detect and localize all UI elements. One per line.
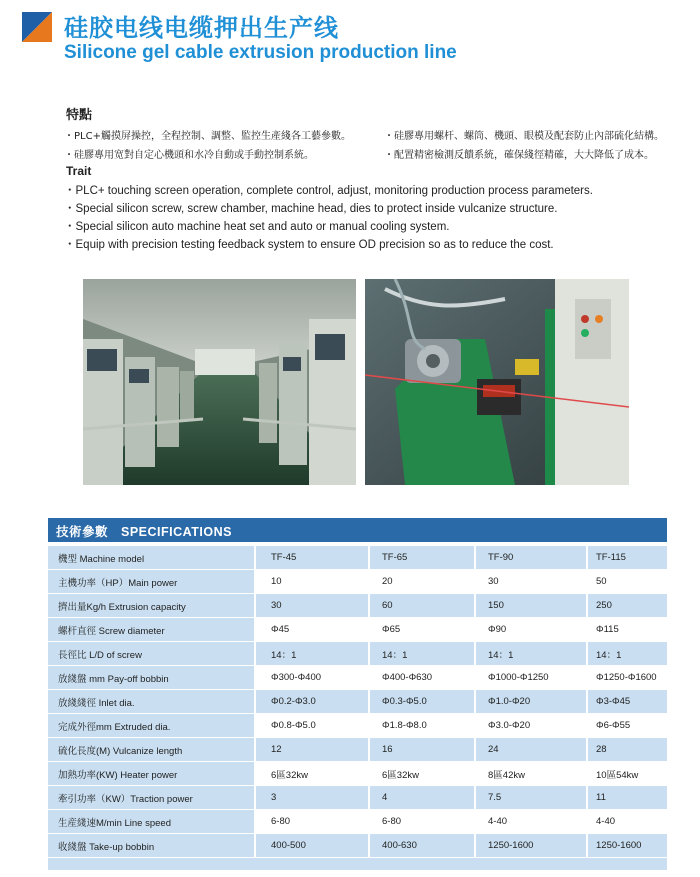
spec-value: 50 <box>588 570 667 594</box>
spec-label: 加熱功率(KW) Heater power <box>48 762 256 786</box>
table-row <box>48 570 667 594</box>
features-heading: 特點 <box>66 108 93 123</box>
spec-value: 8區42kw <box>476 762 588 786</box>
table-row <box>48 786 667 810</box>
spec-value: Φ400-Φ630 <box>370 666 476 690</box>
spec-value: 6-80 <box>256 810 370 834</box>
table-row <box>48 738 667 762</box>
spec-value: Φ90 <box>476 618 588 642</box>
table-row <box>48 810 667 834</box>
spec-value: 400-500 <box>256 834 370 858</box>
spec-value: Φ1000-Φ1250 <box>476 666 588 690</box>
spec-value: 14：1 <box>476 642 588 666</box>
spec-value: 1250-1600 <box>476 834 588 858</box>
table-row <box>48 714 667 738</box>
feature-cn-item: ・硅膠專用宽對自定心機頭和水冷自動或手動控制系統。 <box>64 150 314 161</box>
feature-cn-item: ・PLC+觸摸屏操控，全程控制、調整、監控生產綫各工藝參數。 <box>64 131 351 142</box>
spec-value: 30 <box>256 594 370 618</box>
spec-value: Φ45 <box>256 618 370 642</box>
specifications-table <box>48 546 667 858</box>
spec-label: 硫化長度(M) Vulcanize length <box>48 738 256 762</box>
feature-cn-item: ・配置精密檢測反饋系統，確保綫徑精確，大大降低了成本。 <box>384 150 654 161</box>
factory-line-photo <box>83 279 356 485</box>
spec-value: Φ0.8-Φ5.0 <box>256 714 370 738</box>
spec-value: 1250-1600 <box>588 834 667 858</box>
spec-value: 7.5 <box>476 786 588 810</box>
spec-label: 螺杆直徑 Screw diameter <box>48 618 256 642</box>
trait-item: ・PLC+ touching screen operation, complete control, adjust, monitoring production process parameters. <box>64 185 593 197</box>
spec-value: 4 <box>370 786 476 810</box>
spec-value: Φ0.2-Φ3.0 <box>256 690 370 714</box>
spec-value: 6區32kw <box>370 762 476 786</box>
spec-value: 14：1 <box>256 642 370 666</box>
spec-value: 150 <box>476 594 588 618</box>
table-row <box>48 666 667 690</box>
specifications-header <box>48 518 667 542</box>
trait-item: ・Equip with precision testing feedback system to ensure OD precision so as to reduce the cost. <box>64 239 554 251</box>
spec-value: 20 <box>370 570 476 594</box>
spec-value: 11 <box>588 786 667 810</box>
spec-value: 250 <box>588 594 667 618</box>
logo-icon <box>22 12 52 42</box>
spec-label: 擠出量Kg/h Extrusion capacity <box>48 594 256 618</box>
table-row <box>48 762 667 786</box>
trait-heading: Trait <box>66 164 92 178</box>
spec-value: TF-90 <box>476 546 588 570</box>
spec-value: 4-40 <box>588 810 667 834</box>
spec-value: 28 <box>588 738 667 762</box>
extruder-head-photo <box>365 279 629 485</box>
spec-value: TF-115 <box>588 546 667 570</box>
spec-value: 3 <box>256 786 370 810</box>
spec-label: 機型 Machine model <box>48 546 256 570</box>
spec-value: Φ0.3-Φ5.0 <box>370 690 476 714</box>
spec-value: Φ115 <box>588 618 667 642</box>
spec-label: 牽引功率（KW）Traction power <box>48 786 256 810</box>
spec-label: 完成外徑mm Extruded dia. <box>48 714 256 738</box>
feature-cn-item: ・硅膠專用螺杆、螺筒、機頭、眼模及配套防止內部硫化結構。 <box>384 131 664 142</box>
trait-item: ・Special silicon auto machine heat set and auto or manual cooling system. <box>64 221 450 233</box>
trait-item: ・Special silicon screw, screw chamber, machine head, dies to protect inside vulcanize structure. <box>64 203 558 215</box>
spec-value: Φ6-Φ55 <box>588 714 667 738</box>
spec-value: 6-80 <box>370 810 476 834</box>
spec-label: 收綫盤 Take-up bobbin <box>48 834 256 858</box>
spec-value: Φ1.8-Φ8.0 <box>370 714 476 738</box>
spec-value: 10區54kw <box>588 762 667 786</box>
spec-value: 24 <box>476 738 588 762</box>
specifications-title: 技術參數 SPECIFICATIONS <box>56 525 232 539</box>
spec-label: 長徑比 L/D of screw <box>48 642 256 666</box>
spec-value: TF-45 <box>256 546 370 570</box>
spec-value: 30 <box>476 570 588 594</box>
spec-value: 400-630 <box>370 834 476 858</box>
spec-value: Φ65 <box>370 618 476 642</box>
table-row <box>48 690 667 714</box>
page-title-cn: 硅胶电线电缆押出生产线 <box>64 14 339 42</box>
table-row <box>48 834 667 858</box>
spec-value: Φ1250-Φ1600 <box>588 666 667 690</box>
spec-value: 14：1 <box>370 642 476 666</box>
spec-value: 12 <box>256 738 370 762</box>
spec-value: 4-40 <box>476 810 588 834</box>
spec-label: 放綫盤 mm Pay-off bobbin <box>48 666 256 690</box>
spec-label: 放綫綫徑 Inlet dia. <box>48 690 256 714</box>
spec-value: Φ3.0-Φ20 <box>476 714 588 738</box>
spec-value: Φ3-Φ45 <box>588 690 667 714</box>
spec-value: 16 <box>370 738 476 762</box>
table-row <box>48 594 667 618</box>
spec-label: 生産綫速M/min Line speed <box>48 810 256 834</box>
table-row <box>48 546 667 570</box>
table-row <box>48 642 667 666</box>
table-footer-bar <box>48 858 667 870</box>
table-row <box>48 618 667 642</box>
spec-label: 主機功率（HP）Main power <box>48 570 256 594</box>
spec-value: Φ300-Φ400 <box>256 666 370 690</box>
spec-value: Φ1.0-Φ20 <box>476 690 588 714</box>
spec-value: 6區32kw <box>256 762 370 786</box>
page-title-en: Silicone gel cable extrusion production line <box>64 42 457 63</box>
spec-value: 10 <box>256 570 370 594</box>
spec-value: 14：1 <box>588 642 667 666</box>
spec-value: 60 <box>370 594 476 618</box>
spec-value: TF-65 <box>370 546 476 570</box>
